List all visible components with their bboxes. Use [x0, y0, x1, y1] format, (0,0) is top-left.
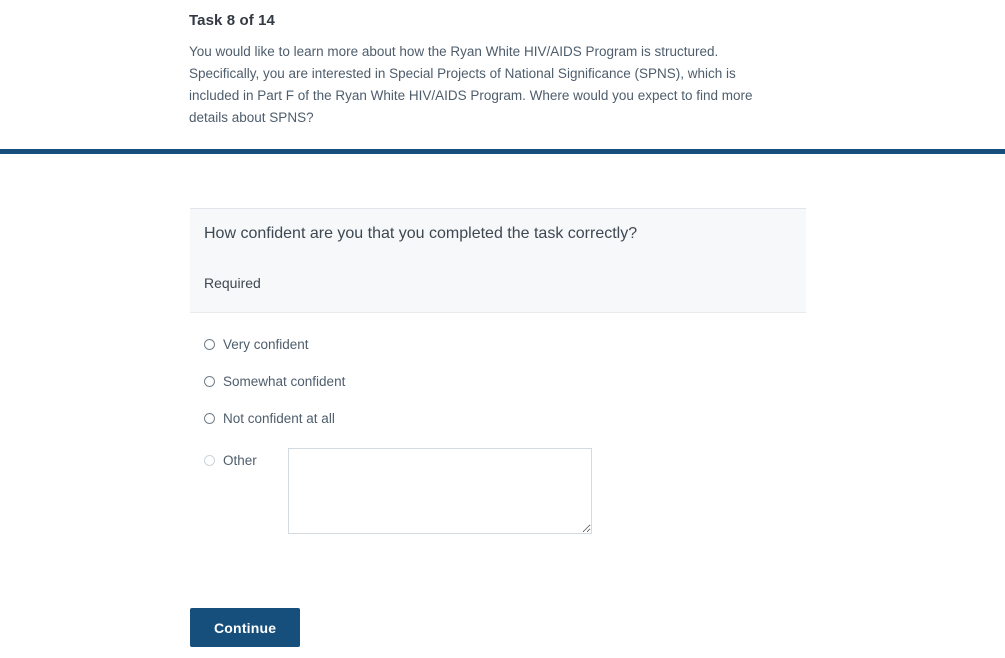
required-label: Required	[204, 275, 261, 291]
continue-button[interactable]: Continue	[190, 608, 300, 647]
question-box	[190, 208, 806, 313]
task-progress-title: Task 8 of 14	[189, 12, 275, 29]
radio-button-icon[interactable]	[204, 455, 215, 466]
radio-option-label: Other	[223, 453, 257, 468]
radio-button-icon[interactable]	[204, 413, 215, 424]
other-answer-textarea[interactable]	[288, 448, 592, 534]
radio-option-other[interactable]	[190, 448, 1005, 534]
task-description: You would like to learn more about how the Ryan White HIV/AIDS Program is structured. Specifically, you are interested in Special Projects of National Significance (SPNS), which is included in Part F of the Ryan White HIV/AIDS Program. Where would you expect to find more details about SPNS?	[189, 44, 753, 125]
radio-option-somewhat-confident[interactable]	[190, 374, 1005, 389]
radio-option-very-confident[interactable]	[190, 337, 1005, 352]
radio-option-label: Not confident at all	[223, 411, 335, 426]
radio-option-label: Very confident	[223, 337, 309, 352]
question-area	[0, 208, 1005, 647]
question-prompt: How confident are you that you completed the task correctly?	[204, 225, 638, 242]
radio-button-icon[interactable]	[204, 339, 215, 350]
radio-option-group	[190, 337, 1005, 534]
task-header	[0, 0, 1005, 129]
section-divider	[0, 149, 1005, 154]
radio-option-label: Somewhat confident	[223, 374, 346, 389]
radio-button-icon[interactable]	[204, 376, 215, 387]
radio-option-not-confident[interactable]	[190, 411, 1005, 426]
